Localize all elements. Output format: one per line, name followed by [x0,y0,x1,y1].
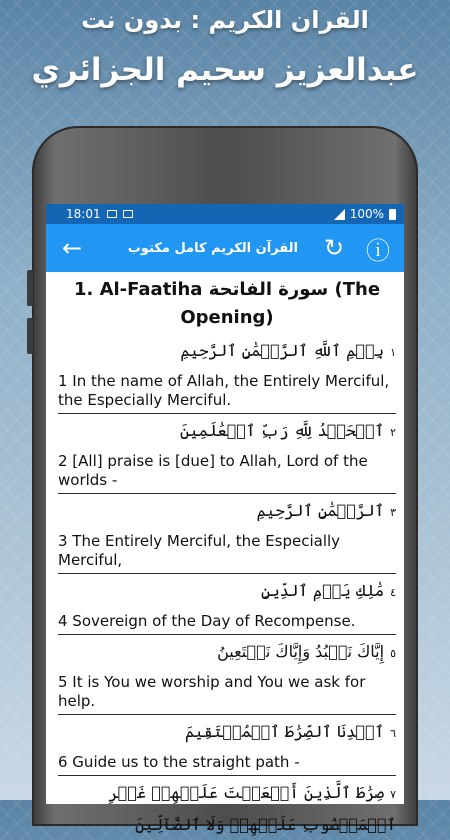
verse-item [58,334,396,414]
verse-arabic [58,635,396,669]
info-icon[interactable]: ⓘ [366,236,390,265]
app-bar [46,224,404,272]
verse-arabic [58,494,396,528]
verse-arabic-text: صِرَٰطَ ٱلَّذِينَ أَنۡعَمۡتَ عَلَيۡهِمۡ غَيۡرِ ٱلۡمَغۡضُوبِ عَلَيۡهِمۡ وَلَا ٱلضَّآلِّينَ [108,783,396,834]
verse-arabic-text: ٱهۡدِنَا ٱلصِّرَٰطَ ٱلۡمُسۡتَقِيمَ [185,722,385,741]
verse-number-arabic: ٥ [390,647,396,660]
verse-item [58,635,396,715]
phone-side-button [27,270,33,306]
verse-translation: 1 In the name of Allah, the Entirely Merciful, the Especially Merciful. [58,372,390,409]
verse-arabic-text: ٱلۡحَمۡدُ لِلَّهِ رَبِّ ٱلۡعَٰلَمِينَ [179,421,385,440]
verse-item [58,715,396,776]
verse-number-arabic: ٦ [390,727,396,740]
phone-side-button [27,318,33,354]
image-notification-icon [107,210,117,218]
verse-arabic [58,414,396,448]
battery-icon [389,209,396,220]
app-screen [46,204,404,834]
battery-percent: 100% [349,207,384,221]
verse-number-arabic: ٤ [390,586,396,599]
surah-title: 1. Al-Faatiha سورة الفاتحة (The Opening) [73,279,381,328]
app-notification-icon [123,210,133,218]
verse-number-arabic: ٢ [390,426,396,439]
back-arrow-icon[interactable]: ← [61,234,83,262]
verse-arabic-text: مَٰلِكِ يَوۡمِ ٱلدِّينِ [260,581,385,600]
verse-number-arabic: ٣ [390,506,396,519]
verse-translation: 5 It is You we worship and You we ask for help. [58,673,366,710]
app-title: القرآن الكريم كامل مكتوب [127,240,298,256]
verse-item [58,494,396,574]
verse-translation: 3 The Entirely Merciful, the Especially Merciful, [58,532,341,569]
verse-arabic-text: ٱلرَّحۡمَٰنِ ٱلرَّحِيمِ [256,501,385,520]
verse-translation: 6 Guide us to the straight path - [58,753,300,771]
verse-translation: 2 [All] praise is [due] to Allah, Lord of the worlds - [58,452,368,489]
verse-number-arabic: ١ [390,346,396,359]
verse-arabic [58,574,396,608]
refresh-icon[interactable]: ↻ [323,234,345,262]
verse-arabic-text: بِسۡمِ ٱللَّهِ ٱلرَّحۡمَٰنِ ٱلرَّحِيمِ [180,341,385,360]
status-time: 18:01 [66,207,101,221]
signal-icon [334,209,345,220]
verse-item [58,414,396,494]
status-bar [46,204,404,224]
verse-translation: 4 Sovereign of the Day of Recompense. [58,612,356,630]
verse-arabic [58,776,396,840]
verse-arabic [58,715,396,749]
promo-title: القران الكريم : بدون نت [81,6,369,34]
verse-arabic-text: إِيَّاكَ نَعۡبُدُ وَإِيَّاكَ نَسۡتَعِينُ [217,642,385,661]
verse-number-arabic: ٧ [390,788,396,801]
verse-arabic [58,334,396,368]
promo-reciter-name: عبدالعزيز سحيم الجزائري [31,52,419,88]
surah-content [46,272,404,840]
verse-item [58,574,396,635]
verse-item [58,776,396,840]
